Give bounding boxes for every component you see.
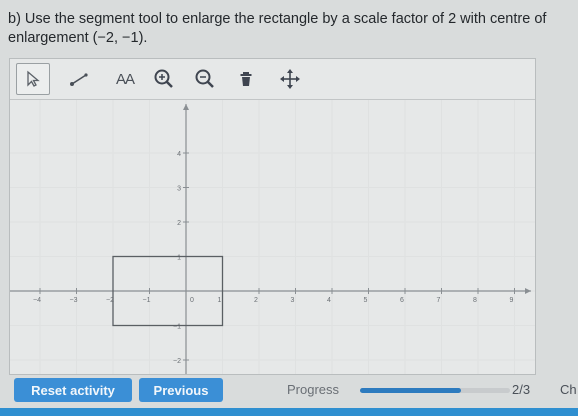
y-tick-label: 4 [177,151,181,158]
y-tick-label: −2 [173,358,181,365]
x-tick-label: 6 [400,297,404,304]
delete-button[interactable] [229,63,263,95]
text-tool-button[interactable] [108,63,142,95]
pan-button[interactable] [273,63,307,95]
zoom-in-icon [153,68,175,90]
zoom-out-icon [194,68,216,90]
progress-label: Progress [287,382,340,397]
y-tick-label: 3 [177,185,181,193]
progress-bar [360,388,510,393]
reset-activity-button[interactable]: Reset activity [14,378,132,402]
move-tool-button[interactable] [16,63,50,95]
next-button[interactable]: Ch [560,382,577,397]
pan-icon [279,68,301,90]
x-tick-label: −4 [33,297,41,304]
x-tick-label: 5 [363,297,368,304]
zoom-in-button[interactable] [147,63,181,95]
geometry-applet [9,58,536,375]
question-text: b) Use the segment tool to enlarge the rectangle by a scale factor of 2 with centre of enlargement (−2, −1). [8,11,547,46]
zoom-out-button[interactable] [188,63,222,95]
bottom-accent-bar [0,408,578,416]
x-tick-label: 8 [473,297,477,304]
delete-icon [238,70,254,88]
x-tick-label: 3 [290,297,295,304]
toolbar [10,59,535,100]
x-tick-label: 9 [509,297,514,304]
x-tick-label: 0 [190,297,194,304]
previous-button[interactable]: Previous [139,378,223,402]
text-icon: AA [115,70,134,88]
y-tick-label: 1 [177,254,181,262]
x-tick-label: 1 [217,297,222,304]
coordinate-graph[interactable] [10,100,535,374]
move-arrow-icon [24,70,42,88]
y-axis-arrow [183,104,189,110]
segment-icon [67,69,91,89]
segment-tool-button[interactable] [62,63,96,95]
x-tick-label: −3 [69,297,78,304]
x-tick-label: 7 [436,297,441,304]
x-tick-label: 2 [254,297,258,304]
x-tick-label: −1 [142,297,151,304]
progress-count: 2/3 [512,382,531,397]
x-tick-label: −2 [106,297,114,304]
x-axis-arrow [525,288,531,294]
y-tick-label: 2 [177,220,181,227]
x-tick-label: 4 [327,297,331,304]
y-tick-label: −1 [173,323,181,331]
progress-fill [360,388,461,393]
footer [0,372,578,408]
